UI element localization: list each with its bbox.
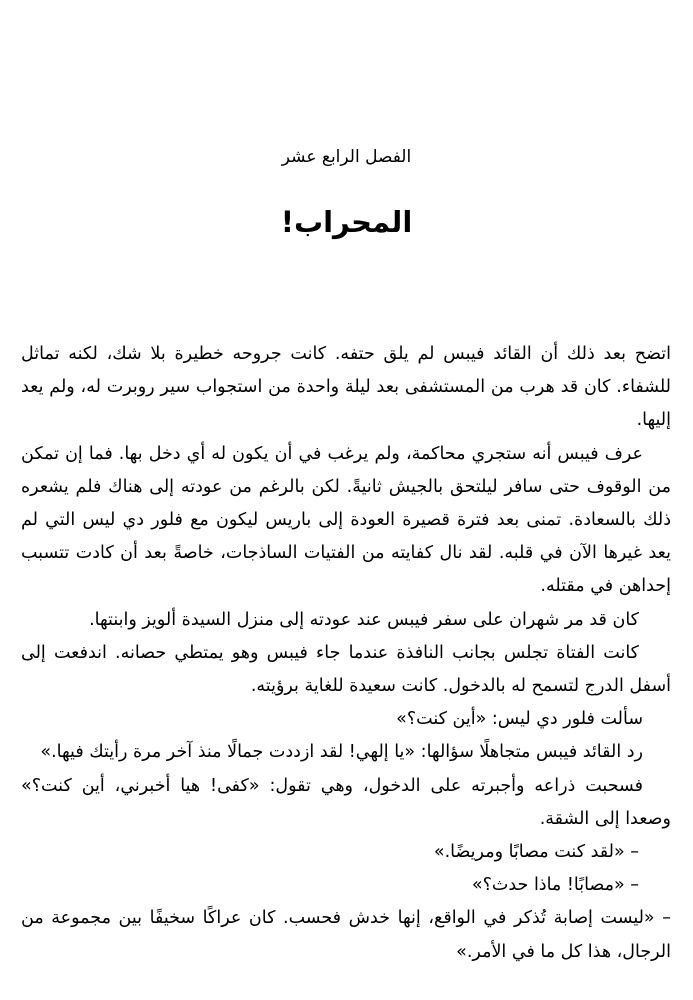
chapter-body <box>21 338 671 969</box>
paragraph: اتضح بعد ذلك أن القائد فيبس لم يلق حتفه. كانت جروحه خطيرة بلا شك، لكنه تماثل للشفاء. كان قد هرب من المستشفى بعد ليلة واحدة من استجواب سير روبرت له، ولم يعد إليها. <box>21 344 671 431</box>
paragraph: سألت فلور دي ليس: «أين كنت؟» <box>396 709 643 730</box>
paragraph: فسحبت ذراعه وأجبرته على الدخول، وهي تقول: «كفى! هيا أخبرني، أين كنت؟» وصعدا إلى الشقة. <box>21 775 671 829</box>
paragraph: عرف فيبس أنه ستجري محاكمة، ولم يرغب في أن يكون له أي دخل بها. فما إن تمكن من الوقوف حتى سافر ليلتحق بالجيش ثانيةً. لكن بالرغم من عودته إلى هناك فلم يشعره ذلك بالسعادة. تمنى بعد فترة قصيرة العودة إلى باريس ليكون مع فلور دي ليس التي لم يعد غيرها الآن في قلبه. لقد نال كفايته من الفتيات الساذجات، خاصةً بعد أن كادت تتسبب إحداهن في مقتله. <box>21 443 671 597</box>
chapter-label: الفصل الرابع عشر <box>281 147 412 167</box>
chapter-title: المحراب! <box>280 205 413 239</box>
dialogue-line: – «لقد كنت مصابًا ومريضًا.» <box>433 842 639 863</box>
paragraph: رد القائد فيبس متجاهلًا سؤالها: «يا إلهي! لقد ازددت جمالًا منذ آخر مرة رأيتك فيها.» <box>40 742 643 763</box>
paragraph: كان قد مر شهران على سفر فيبس عند عودته إلى منزل السيدة ألويز وابنتها. <box>89 609 639 630</box>
dialogue-line: – «مصابًا! ماذا حدث؟» <box>471 875 639 896</box>
paragraph: كانت الفتاة تجلس بجانب النافذة عندما جاء فيبس وهو يمتطي حصانه. اندفعت إلى أسفل الدرج لتسمح له بالدخول. كانت سعيدة للغاية برؤيته. <box>21 642 671 697</box>
dialogue-line: – «ليست إصابة تُذكر في الواقع، إنها خدش فحسب. كان عراكًا سخيفًا بين مجموعة من الرجال، هذا كل ما في الأمر.» <box>21 908 671 962</box>
